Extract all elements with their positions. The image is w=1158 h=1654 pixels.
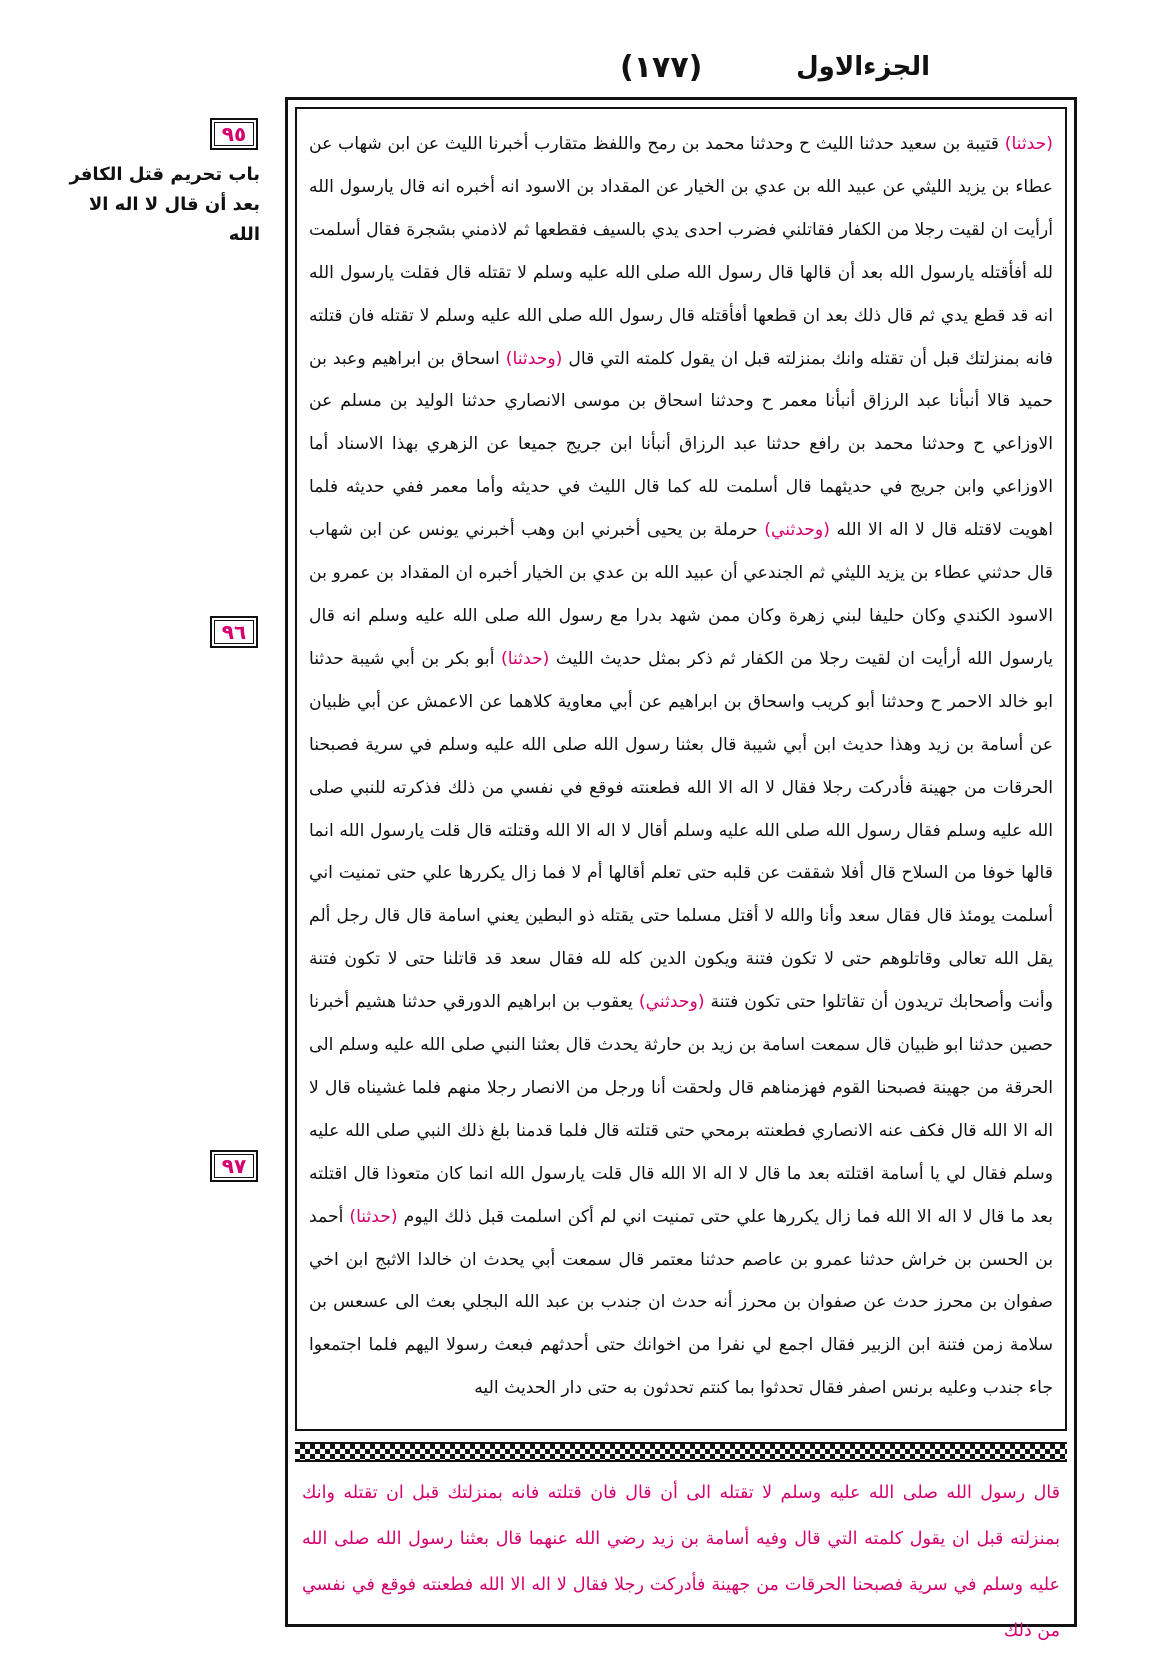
- text-segment: يعقوب بن ابراهيم الدورقي حدثنا هشيم أخبرنا حصين حدثنا ابو ظبيان قال سمعت اسامة بن زيد بن حارثة يحدث قال بعثنا النبي صلى الله عليه وسلم الى الحرقة من جهينة فصبحنا القوم فهزمناهم قال ولحقت أنا ورجل من الانصار رجلا منهم فلما غشيناه قال لا اله الا الله قال فكف عنه الانصاري فطعنته برمحي حتى قتلته قال فلما قدمنا بلغ ذلك النبي صلى الله عليه وسلم فقال لي يا أسامة اقتلته بعد ما قال لا اله الا الله قال قلت يارسول الله انما كان متعوذا قال اقتلته بعد ما قال لا اله الا الله فما زال يكررها علي حتى تمنيت اني لم أكن اسلمت قبل ذلك اليوم: [309, 992, 1053, 1227]
- chapter-title-line-2: بعد أن قال لا اله الا الله: [88, 194, 260, 245]
- hadith-marker-97: ٩٧: [210, 1150, 258, 1182]
- commentary-text: قال رسول الله صلى الله عليه وسلم لا تقتله الى أن قال فان قتلته فانه بمنزلتك قبل ان تقتله وانك بمنزلته قبل ان يقول كلمته التي قال وفيه أسامة بن زيد رضي الله عنهما قال بعثنا رسول الله صلى الله عليه وسلم في سرية فصبحنا الحرقات من جهينة فأدركت رجلا فقال لا اله الا الله فطعنته فوقع في نفسي من ذلك: [302, 1483, 1060, 1641]
- page-header: [285, 50, 1080, 94]
- main-text-frame: [295, 107, 1067, 1431]
- narration-keyword: (وحدثنا): [505, 348, 563, 369]
- page-number: (١٧٧): [620, 50, 703, 85]
- chapter-title: [60, 160, 260, 250]
- hadith-marker-96: ٩٦: [210, 616, 258, 648]
- text-segment: أحمد بن الحسن بن خراش حدثنا عمرو بن عاصم حدثنا معتمر قال سمعت أبي يحدث ان خالدا الاثبج ابن اخي صفوان بن محرز حدث عن صفوان بن محرز أنه حدث ان جندب بن عبد الله البجلي بعث الى عسعس بن سلامة زمن فتنة ابن الزبير فقال اجمع لي نفرا من اخوانك حتى أحدثهم فبعث رسولا اليهم فلما اجتمعوا جاء جندب وعليه برنس اصفر فقال تحدثوا بما كنتم تحدثون به حتى دار الحديث اليه: [309, 1206, 1053, 1399]
- volume-label: الجزءالاول: [796, 52, 930, 82]
- narration-keyword: (حدثنا): [501, 648, 550, 669]
- text-segment: قتيبة بن سعيد حدثنا الليث ح وحدثنا محمد بن رمح واللفظ متقارب أخبرنا الليث عن ابن شهاب عن عطاء بن يزيد الليثي عن عبيد الله بن عدي بن الخيار عن المقداد بن الاسود انه أخبره انه قال يارسول الله أرأيت ان لقيت رجلا من الكفار فقاتلني فضرب احدى يدي بالسيف فقطعها ثم لاذمني بشجرة فقال أسلمت لله أفأقتله يارسول الله بعد أن قالها قال رسول الله صلى الله عليه وسلم لا تقتله قال فقلت يارسول الله انه قد قطع يدي ثم قال ذلك بعد ان قطعها أفأقتله قال رسول الله صلى الله عليه وسلم لا تقتله فان قتلته فانه بمنزلتك قبل أن تقتله وانك بمنزلته قبل ان يقول كلمته التي قال: [308, 134, 1053, 369]
- main-text: [309, 123, 1053, 1419]
- narration-keyword: (وحدثني): [764, 520, 830, 541]
- text-segment: أبو بكر بن أبي شيبة حدثنا ابو خالد الاحمر ح وحدثنا أبو كريب واسحاق بن ابراهيم عن أبي معاوية كلاهما عن الاعمش عن أبي ظبيان عن أسامة بن زيد وهذا حديث ابن أبي شيبة قال بعثنا رسول الله صلى الله عليه وسلم في سرية فصبحنا الحرقات من جهينة فأدركت رجلا فقال لا اله الا الله فطعنته فوقع في نفسي من ذلك فذكرته للنبي صلى الله عليه وسلم فقال رسول الله صلى الله عليه وسلم أقال لا اله الا الله وقتلته قال قلت يارسول الله انما قالها خوفا من السلاح قال أفلا شققت عن قلبه حتى تعلم أقالها أم لا فما زال يكررها علي حتى تمنيت اني أسلمت يومئذ قال فقال سعد وأنا والله لا أقتل مسلما حتى يقتله ذو البطين يعني اسامة قال قال رجل ألم يقل الله تعالى وقاتلوهم حتى لا تكون فتنة ويكون الدين كله لله فقال سعد قد قاتلنا حتى لا تكون فتنة وأنت وأصحابك تريدون أن تقاتلوا حتى تكون فتنة: [309, 648, 1054, 1013]
- narration-keyword: (وحدثني): [638, 992, 705, 1013]
- hadith-text: [309, 123, 1053, 1410]
- text-segment: حرملة بن يحيى أخبرني ابن وهب أخبرني يونس عن ابن شهاب قال حدثني عطاء بن يزيد الليثي ثم الجندعي أن عبيد الله بن عدي بن الخيار أخبره ان المقداد بن عمرو بن الاسود الكندي وكان حليفا لبني زهرة وكان ممن شهد بدرا مع رسول الله صلى الله عليه وسلم انه قال يارسول الله أرأيت ان لقيت رجلا من الكفار ثم ذكر بمثل حديث الليث: [309, 520, 1053, 669]
- text-segment: اسحاق بن ابراهيم وعبد بن حميد قالا أنبأنا عبد الرزاق أنبأنا معمر ح وحدثنا اسحاق بن موسى الانصاري حدثنا الوليد بن مسلم عن الاوزاعي ح وحدثنا محمد بن رافع حدثنا عبد الرزاق أنبأنا ابن جريج جميعا عن الزهري بهذا الاسناد أما الاوزاعي وابن جريج في حديثهما قال أسلمت لله كما قال الليث في حديثه وأما معمر ففي حديثه فلما اهويت لاقتله قال لا اله الا الله: [309, 348, 1053, 541]
- hadith-marker-95: ٩٥: [210, 118, 258, 150]
- narration-keyword: (حدثنا): [1004, 134, 1053, 154]
- page-frame: [285, 97, 1077, 1641]
- chapter-title-line-1: باب تحريم قتل الكافر: [69, 164, 260, 185]
- checkered-divider: [295, 1442, 1067, 1462]
- narration-keyword: (حدثنا): [349, 1206, 398, 1227]
